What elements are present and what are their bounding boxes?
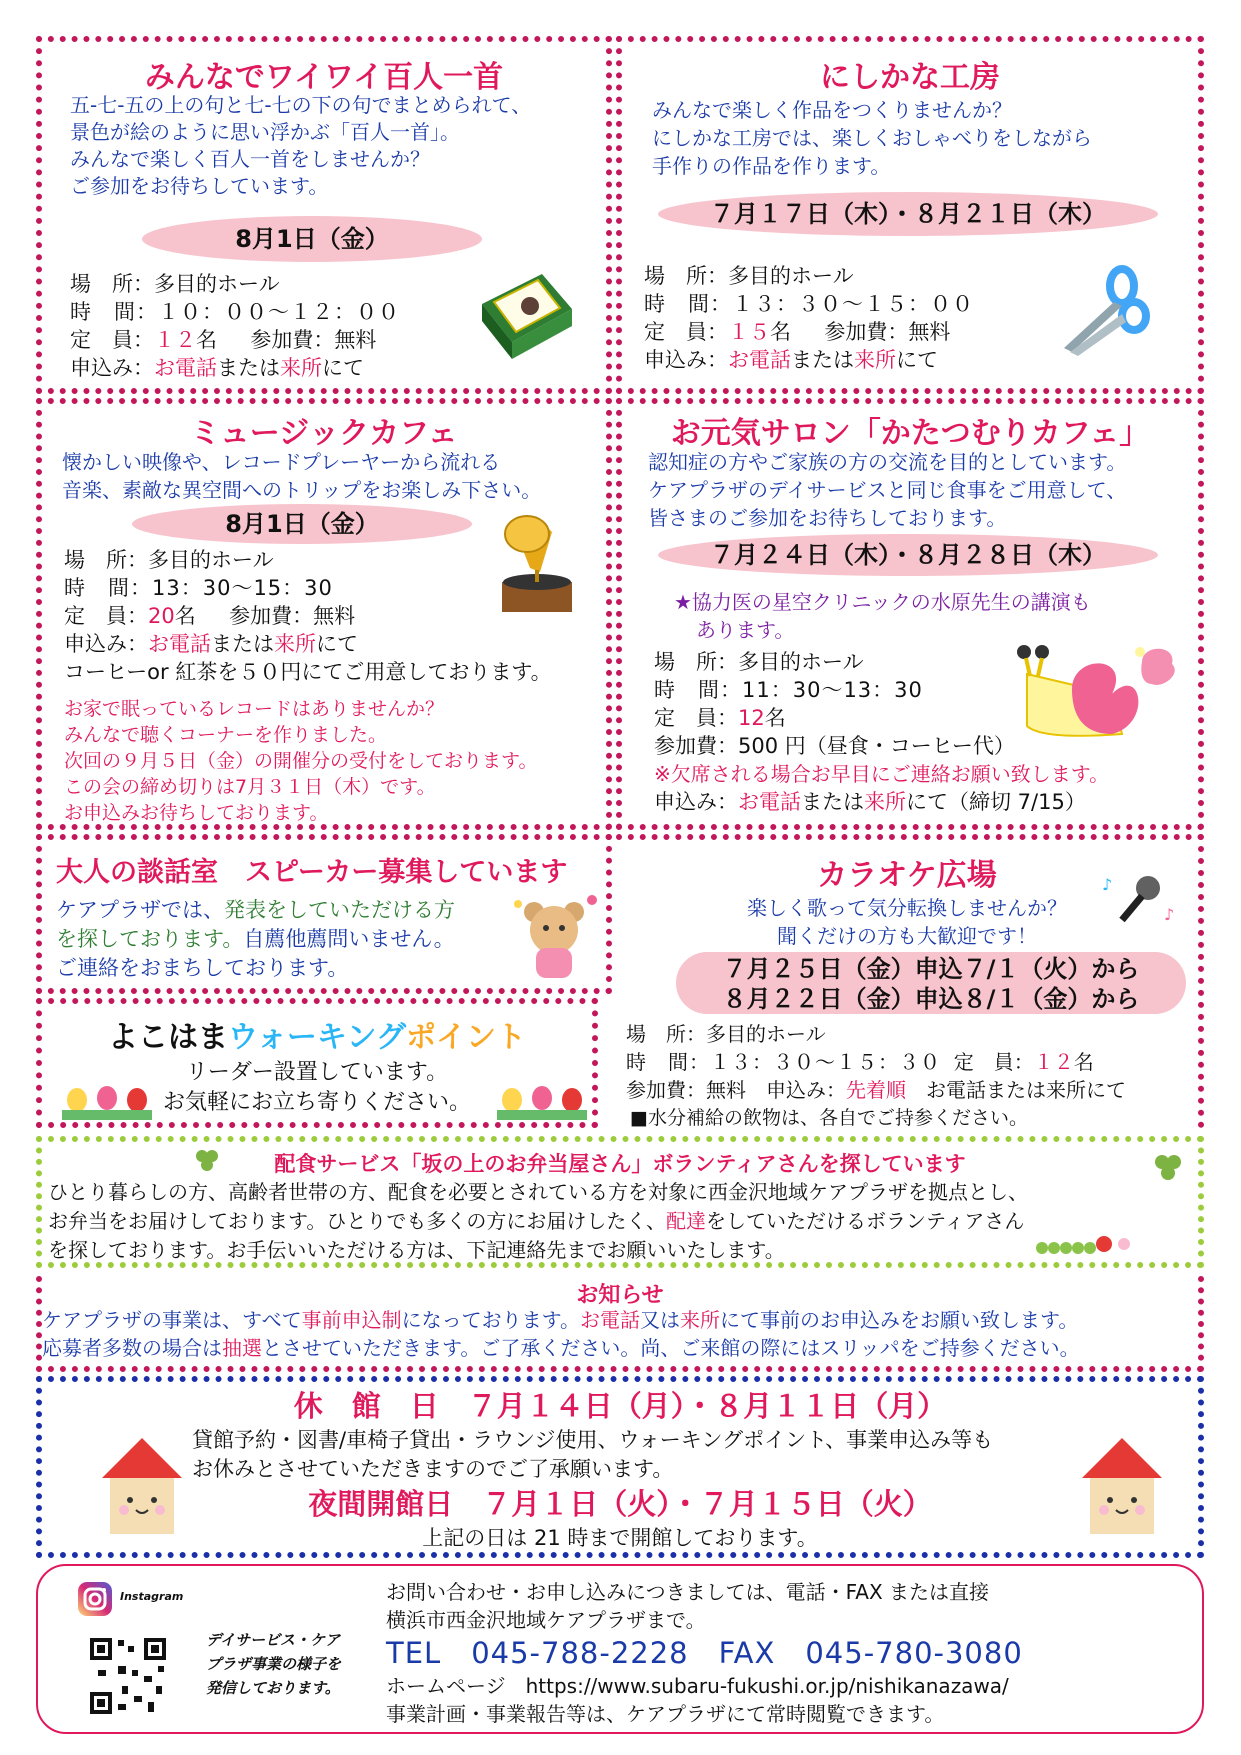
salon-details: 場 所：多目的ホール 時 間：11：30～13：30 定 員：12名 参加費：500 円（昼食・コーヒー代） ※欠席される場合お早目にご連絡お願い致します。 申込み：お電話または来所にて（締切 7/15） <box>654 650 1110 814</box>
walking-point-text: リーダー設置しています。 お気軽にお立ち寄りください。 <box>162 1060 471 1115</box>
bear-icon <box>512 890 602 985</box>
nishikana-section <box>616 36 1204 394</box>
music-cafe-details: 場 所：多目的ホール 時 間：13：30～15：30 定 員：20名 参加費：無料 申込み：お電話または来所にて コーヒーor 紅茶を５０円にてご用意しております。 <box>64 548 552 684</box>
speaker-title: 大人の談話室 スピーカー募集しています <box>56 857 568 888</box>
notice-title: お知らせ <box>576 1283 664 1308</box>
notice-section <box>36 1276 1204 1372</box>
salon-description: 認知症の方やご家族の方の交流を目的としています。 ケアプラザのデイサービスと同じ食事をご用意して、 皆さまのご参加をお待ちしております。 <box>648 450 1127 530</box>
sns-note: デイサービス・ケア プラザ事業の様子を 発信しております。 <box>206 1631 342 1697</box>
karaoke-description: 楽しく歌って気分転換しませんか？ 聞くだけの方も大歓迎です！ <box>747 896 1067 948</box>
music-cafe-title: ミュージックカフェ <box>190 416 458 451</box>
night-opening-note: 上記の日は 21 時まで開館しております。 <box>422 1526 818 1550</box>
house-icon <box>102 1438 182 1538</box>
hyakunin-details: 場 所：多目的ホール 時 間：１０：００～１２：００ 定 員：１２名 参加費：無料 申込み：お電話または来所にて <box>70 272 400 380</box>
closed-days-title: 休 館 日 ７月１４日（月）・８月１１日（月） <box>293 1389 947 1423</box>
tulips-icon <box>497 1082 587 1122</box>
instagram-label: Instagram <box>120 1590 184 1603</box>
gramophone-icon <box>482 512 592 622</box>
notice-text: ケアプラザの事業は、すべて事前申込制になっております。お電話又は来所にて事前のお申込みをお願い致します。 応募者多数の場合は抽選とさせていただきます。ご了承ください。尚、ご来館の際にはスリッパをご持参ください。 <box>42 1308 1080 1360</box>
nishikana-date: ７月１７日（木）・８月２１日（木） <box>658 192 1158 236</box>
hyakunin-description: 五-七-五の上の句と七-七の下の句でまとめられて、 景色が絵のように思い浮かぶ「百人一首」。 みんなで楽しく百人一首をしませんか？ ご参加をお待ちしています。 <box>70 93 532 198</box>
closed-days-description: 貸館予約・図書/車椅子貸出・ラウンジ使用、ウォーキングポイント、事業申込み等も お休みとさせていただきますのでご了承願います。 <box>192 1428 994 1481</box>
clover-icon <box>192 1146 222 1176</box>
salon-section <box>616 398 1204 830</box>
scissors-icon <box>1052 264 1152 364</box>
salon-lecture-note: ★協力医の星空クリニックの水原先生の講演も あります。 <box>674 590 1091 642</box>
karaoke-title: カラオケ広場 <box>817 858 997 893</box>
hyakunin-section <box>36 36 612 394</box>
salon-date: ７月２４日（木）・８月２８日（木） <box>658 534 1158 576</box>
hyakunin-title: みんなでワイワイ百人一首 <box>144 60 504 95</box>
contact-section <box>36 1564 1204 1734</box>
hyakunin-date: 8月1日（金） <box>142 216 482 262</box>
speaker-description: ケアプラザでは、発表をしていただける方 を探しております。自薦他薦問いません。 ご連絡をおまちしております。 <box>56 898 455 980</box>
salon-title: お元気サロン「かたつむりカフェ」 <box>670 416 1150 451</box>
clover-icon <box>1152 1152 1186 1186</box>
karaoke-section <box>616 834 1204 1128</box>
nishikana-details: 場 所：多目的ホール 時 間：１３：３０～１５：００ 定 員：１５名 参加費：無料 申込み：お電話または来所にて <box>644 264 974 372</box>
instagram-icon[interactable] <box>76 1580 114 1618</box>
nishikana-title: にしかな工房 <box>820 60 1000 95</box>
svg-text:♪: ♪ <box>1102 875 1113 894</box>
tulips-icon <box>62 1082 152 1122</box>
snail-icon <box>1002 634 1192 744</box>
karaoke-dates: ７月２５日（金）申込７/１（火）から ８月２２日（金）申込８/１（金）から <box>676 952 1186 1014</box>
svg-text:♪: ♪ <box>1164 905 1175 924</box>
qr-code-icon[interactable] <box>88 1636 168 1716</box>
speaker-section <box>36 834 612 994</box>
caterpillar-icon <box>1032 1234 1132 1260</box>
bento-volunteer-section <box>36 1136 1204 1268</box>
bento-description: ひとり暮らしの方、高齢者世帯の方、配食を必要とされている方を対象に西金沢地域ケアプラザを拠点とし、 お弁当をお届けしております。ひとりでも多くの方にお届けしたく、配達をしていただけるボランティアさん を探しております。お手伝いいただける方は、下記連絡先までお願いいたします。 <box>48 1180 1028 1262</box>
closed-days-section <box>36 1376 1204 1558</box>
walking-point-title: よこはまウォーキングポイント <box>108 1020 526 1055</box>
music-cafe-notes: お家で眠っているレコードはありませんか？ みんなで聴くコーナーを作りました。 次回の９月５日（金）の開催分の受付をしております。 この会の締め切りは7月３１日（木）です。 お申込みお待ちしております。 <box>64 698 538 824</box>
karaoke-details: 場 所：多目的ホール 時 間：１３：３０～１５：３０ 定 員：１２名 参加費：無料 申込み：先着順 お電話または来所にて ■水分補給の飲物は、各自でご持参ください。 <box>626 1022 1126 1129</box>
bento-title: 配食サービス「坂の上のお弁当屋さん」ボランティアさんを探しています <box>274 1152 966 1176</box>
music-cafe-description: 懐かしい映像や、レコードプレーヤーから流れる 音楽、素敵な異空間へのトリップをお楽しみ下さい。 <box>62 450 542 502</box>
music-cafe-section <box>36 398 612 830</box>
contact-details: お問い合わせ・お申し込みにつきましては、電話・FAX または直接 横浜市西金沢地域ケアプラザまで。 TEL 045-788-2228 FAX 045-780-3080 ホームページ https://www.subaru-fukushi.or.jp/nishikanazawa/ 事業計画・事業報告等は、ケアプラザにて常時閲覧できます。 <box>386 1580 1023 1726</box>
house-icon <box>1082 1438 1162 1538</box>
karuta-cards-icon <box>472 254 582 364</box>
microphone-icon <box>1096 870 1176 930</box>
nishikana-description: みんなで楽しく作品をつくりませんか？ にしかな工房では、楽しくおしゃべりをしながら 手作りの作品を作ります。 <box>652 98 1092 178</box>
music-cafe-date: 8月1日（金） <box>132 504 472 544</box>
night-opening-title: 夜間開館日 ７月１日（火）・７月１５日（火） <box>308 1487 932 1521</box>
walking-point-section <box>36 998 598 1128</box>
